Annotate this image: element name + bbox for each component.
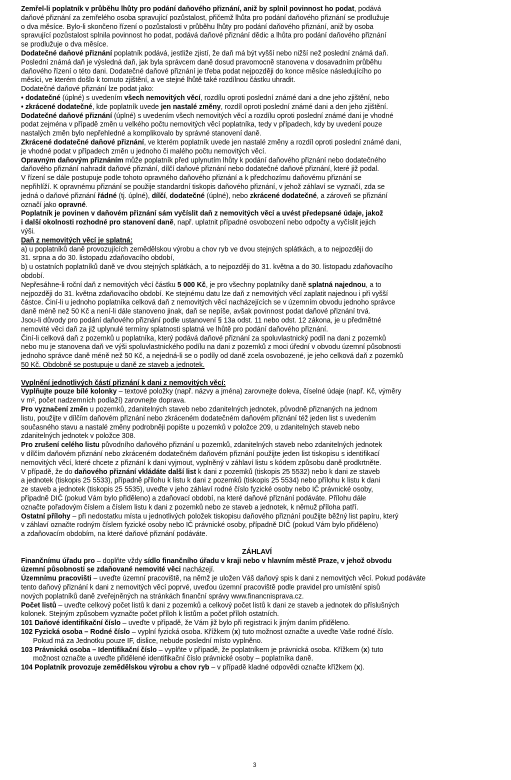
- bold-text: Opravným daňovým přiznáním: [21, 157, 124, 165]
- bold-text: i další okolnosti rozhodné pro stanovení daně: [21, 219, 174, 227]
- text-segment: nepřihlíží. K opravnému přiznání se použije standardní tiskopis daňového přiznání, v jehož záhlaví se vyznačí, zda se: [21, 184, 385, 191]
- text-segment: možnost označte a uveďte přidělené identifikační číslo právnické osoby – poplatníka daně.: [33, 655, 314, 663]
- bold-text: ZÁHLAVÍ: [242, 548, 272, 556]
- text-segment: nebo mu je stanovena daň ve výši spoluvlastnického podílu na dani z pozemků z moci úřední v obvodu územní působnosti: [21, 344, 401, 352]
- bold-text: Vyplňujte pouze bílé kolonky: [21, 388, 117, 396]
- text-line: [21, 15, 389, 22]
- text-segment: – uveďte celkový počet listů k dani z pozemků a celkový počet listů k dani ze staveb a jednotek do příslušných: [56, 602, 400, 610]
- text-line: [21, 407, 377, 414]
- text-segment: se prodlužuje o dva měsíce.: [21, 41, 109, 49]
- text-segment: daně méně než 50 Kč a není-li dále stanoveno jinak, daň se nepíše, avšak povinnost podat daňové přiznání trvá.: [21, 308, 371, 316]
- text-segment: , podává: [354, 6, 382, 13]
- text-segment: v dílčím daňovém přiznání nebo zkráceném dodatečném daňovém přiznání použijte jeden list tiskopisu s identifikací: [21, 451, 380, 458]
- text-segment: , a zároveň se přiznání: [316, 192, 388, 200]
- bold-text: Počet listů: [21, 602, 57, 610]
- text-line: [21, 620, 350, 627]
- text-line: [21, 255, 174, 262]
- text-line: [21, 513, 398, 520]
- bold-text: 104 Poplatník provozuje zemědělskou výrobu a chov ryb: [21, 664, 210, 672]
- bold-text: sídlo finančního úřadu v kraji nebo v hlavním městě Praze, v jehož obvodu: [143, 557, 392, 565]
- text-segment: případně DIČ (pokud Vám bylo přiděleno) a zdaňovací období, na které daňové přiznání podáváte. Přílohu dále: [21, 495, 367, 503]
- text-segment: a zdaňovacím obdobím, na které daňové přiznání podáváte.: [21, 531, 208, 539]
- text-segment: Činí-li celková daň z pozemků u poplatníka, který podává daňové přiznání za spoluvlastnický podíl na dani z pozemků: [21, 335, 386, 343]
- text-line: [21, 300, 395, 307]
- text-line: [21, 451, 380, 458]
- text-segment: , např. uplatnit případné osvobození nebo odpočty a vyčíslit jejich: [173, 219, 376, 227]
- text-segment: ,: [165, 192, 170, 200]
- bold-text: Pro vyznačení změn: [21, 406, 88, 414]
- text-line: [21, 442, 382, 449]
- text-segment: , a to: [365, 281, 382, 289]
- bold-text: x: [363, 646, 368, 654]
- text-segment: – textové položky (např. názvy a jména) zarovnejte doleva, číselné údaje (např. Kč, výměry: [116, 388, 402, 396]
- text-segment: nemovité věci daň za již uplynulé termíny splatnosti splatná ve lhůtě pro podání daňového přiznání.: [21, 326, 329, 334]
- text-line: [21, 522, 378, 529]
- text-segment: v m², počet nadzemních podlaží) zarovnejte doprava.: [21, 397, 186, 405]
- text-segment: Pokud má za Jednotku pouze IF, dislice, nebude poslední místo vyplněno.: [33, 637, 263, 645]
- text-segment: – vyplňte v případě, že poplatníkem je právnická osoba. Křížkem (: [156, 646, 364, 654]
- text-line: [21, 237, 133, 244]
- text-line: [21, 353, 403, 360]
- text-line: [21, 282, 381, 289]
- text-segment: listu, použijte v dílčím daňovém přiznání nebo zkráceném dodatečném daňovém přiznání též jeden list s uvedením: [21, 415, 376, 423]
- text-line: [21, 51, 388, 58]
- text-segment: , ve kterém poplatník uvede jen nastalé změny a rozdíl oproti poslední známé dani,: [143, 139, 402, 147]
- text-line: [21, 593, 304, 600]
- text-segment: může poplatník před uplynutím lhůty k podání daňového přiznání nebo dodatečného: [123, 157, 386, 165]
- bold-text: zkrácené dodatečné: [25, 103, 93, 111]
- bold-text: Zemřel-li poplatník v průběhu lhůty pro podání daňového přiznání, aniž by splnil povinnost ho podat: [21, 6, 355, 13]
- text-line: [21, 148, 266, 155]
- text-segment: (úplné), nebo: [204, 192, 250, 200]
- text-line: [21, 59, 382, 66]
- text-segment: daňového řízení o této dani. Dodatečné daňové přiznání je třeba podat nejpozději do konce měsíce následujícího po: [21, 68, 382, 76]
- text-line: [21, 665, 365, 672]
- text-line: [21, 496, 366, 503]
- text-segment: , kde poplatník uvede: [92, 103, 161, 111]
- text-segment: tento daňový přiznání k dani z nemovitých věcí poprvé, uveďou územní pracoviště podle pravidel pro umístění spisů: [21, 584, 381, 592]
- bold-text: všech nemovitých věcí: [124, 95, 201, 102]
- bold-text: územní působnosti se zdaňované nemovité věci: [21, 566, 181, 574]
- text-segment: (úplné) s uvedením všech nemovitých věcí a rozdílu oproti poslední známé dani je vhodné: [112, 112, 394, 120]
- text-segment: – uveďte územní pracoviště, na němž je uložen Váš daňový spis k dani z nemovitých věcí. Pokud podáváte: [91, 575, 426, 583]
- text-segment: nacházejí.: [180, 566, 215, 574]
- text-line: [21, 647, 383, 654]
- text-line: [21, 68, 381, 75]
- text-line: [21, 131, 261, 138]
- text-segment: – při nedostatku místa u jednotlivých položek tiskopisu daňového přiznání použijte běžný list papíru, který: [70, 513, 399, 521]
- text-segment: 31. srpna a do 30. listopadu zdaňovacího období,: [21, 255, 175, 263]
- text-line: [21, 326, 328, 333]
- bold-text: dodatečné: [25, 95, 61, 102]
- text-segment: měsíci, ve kterém došlo k tomuto zjištění, a ve stejné lhůtě také rozdílnou částku uhradit.: [21, 77, 296, 85]
- bold-text: jen nastalé změny: [160, 103, 221, 111]
- text-segment: V řízení se dále postupuje podle tohoto opravného daňového přiznání a k předchozímu daňovému přiznání se: [21, 175, 362, 183]
- text-segment: Poslední známá daň je výsledná daň, jak byla správcem daně dosud pravomocně stanovena v dosavadním průběhu: [21, 59, 382, 67]
- bold-text: 5 000 Kč: [177, 281, 206, 289]
- bold-text: Dodatečné daňové přiznání: [21, 50, 113, 58]
- text-segment: .: [85, 201, 88, 209]
- bold-text: Poplatník je povinen v daňovém přiznání sám vyčíslit daň z nemovitých věcí a uvést předepsané údaje, jakož: [21, 210, 384, 218]
- text-line: [21, 335, 386, 342]
- text-line: [21, 318, 381, 325]
- bold-text: dílčí: [151, 192, 166, 200]
- text-segment: daňové přiznání za zemřelého osoba spravující pozůstalost, přičemž lhůta pro podání daňového přiznání se prodlužuje: [21, 14, 390, 22]
- text-line: [21, 6, 381, 13]
- text-segment: a) u poplatníků daně provozujících zemědělskou výrobu a chov ryb ve dvou stejných splátkách, a to nejpozději do: [21, 246, 373, 254]
- text-line: [21, 487, 373, 494]
- text-line: [21, 95, 389, 102]
- text-line: [21, 264, 393, 271]
- text-line: [21, 469, 380, 476]
- text-line: [21, 478, 380, 485]
- page-number: 3: [253, 763, 257, 769]
- text-segment: 50 Kč. Obdobně se postupuje u daně ze staveb a jednotek.: [21, 362, 205, 369]
- text-segment: zdanitelných jednotek v položce 308.: [21, 433, 136, 441]
- text-line: [21, 86, 154, 93]
- text-line: [21, 24, 374, 31]
- text-line: [21, 33, 386, 40]
- bold-text: Územnímu pracovišti: [21, 575, 92, 583]
- text-line: [21, 629, 394, 636]
- text-segment: spravující pozůstalost splnila povinnost ho podat, podává daňové přiznání dědic a lhůta pro podání daňového přiznání: [21, 32, 387, 40]
- text-line: [21, 424, 360, 431]
- bold-text: x: [234, 629, 239, 636]
- text-line: [21, 202, 88, 209]
- text-segment: jedná o daňové přiznání: [21, 192, 98, 200]
- text-segment: Nepřesáhne-li roční daň z nemovitých věcí částku: [21, 281, 178, 289]
- text-segment: nemovitých věcí, které chcete z přiznání k dani vyjmout, vyplněný v záhlaví listu s kódem způsobu daně prodkrtněte.: [21, 459, 382, 467]
- text-line: [21, 415, 376, 422]
- text-segment: označí jako: [21, 201, 59, 209]
- text-line: [21, 398, 186, 405]
- bold-text: daňového přiznání vkládáte další list: [74, 468, 197, 476]
- text-line: [21, 77, 295, 84]
- text-segment: a jednotek (tiskopis 25 5533), případně přílohu k listu k dani z pozemků (tiskopis 25 5534) nebo přílohu k listu k dani: [21, 477, 381, 485]
- bold-text: dodatečné: [169, 192, 205, 200]
- text-line: [21, 380, 226, 387]
- text-line: [21, 104, 388, 111]
- text-line: [21, 585, 380, 592]
- text-segment: Dodatečné daňové přiznání lze podat jako:: [21, 86, 154, 94]
- text-line: [21, 220, 376, 227]
- text-line: [21, 531, 207, 538]
- text-segment: •: [21, 95, 26, 102]
- text-segment: ze staveb a jednotek (tiskopis 25 5535), uveďte v jeho záhlaví rodné číslo fyzické osoby nebo IČ právnické osoby,: [21, 486, 374, 494]
- text-segment: , rozdílu oproti poslední známé dani a dne jeho zjištění, nebo: [200, 95, 390, 102]
- bold-text: Zkrácené dodatečné daňové přiznání: [21, 139, 144, 147]
- bold-text: 102 Fyzická osoba – Rodné číslo: [21, 629, 130, 636]
- text-line: [21, 166, 379, 173]
- text-segment: podat zejména v případě změn u velkého počtu nemovitých věcí poplatníka, tedy v případech, kdy by uvedení pouze: [21, 121, 383, 129]
- text-segment: – v případě kladné odpovědi označte křížkem (: [209, 664, 357, 672]
- bold-text: Finančnímu úřadu pro: [21, 557, 95, 565]
- text-line: [21, 611, 279, 618]
- text-line: [21, 193, 388, 200]
- text-segment: je vhodné podat v případech změn u jednoho či malého počtu nemovitých věcí.: [21, 148, 267, 156]
- text-segment: v záhlaví označte rodným číslem fyzické osoby nebo IČ právnické osoby, případně DIČ (pokud Vám bylo přiděleno): [21, 522, 379, 530]
- text-line: [242, 549, 272, 556]
- text-line: [21, 576, 426, 583]
- bold-text: Dodatečné daňové přiznání: [21, 112, 113, 120]
- text-line: [21, 157, 386, 164]
- text-line: [21, 273, 44, 280]
- text-segment: u pozemků, zdanitelných staveb nebo zdanitelných jednotek, původně přiznaných na jednom: [87, 406, 378, 414]
- text-line: [21, 460, 381, 467]
- text-line: [21, 558, 392, 565]
- text-line: [21, 504, 358, 511]
- bold-text: zkrácené dodatečné: [249, 192, 317, 200]
- text-segment: o dva měsíce. Bylo-li skončeno řízení o pozůstalosti v průběhu lhůty pro podání daňového přiznání, aniž by osoba: [21, 23, 374, 31]
- text-line: [33, 656, 313, 663]
- text-line: [21, 229, 35, 236]
- text-segment: daňového přiznání nahradit daňové přiznání, dílčí daňové přiznání nebo dodatečné daňové přiznání, které již podal.: [21, 166, 380, 174]
- text-segment: – uveďte v případě, že Vám již bylo při registraci k jiným daním přiděleno.: [120, 620, 350, 628]
- text-segment: ) tuto: [367, 646, 384, 654]
- text-line: [21, 567, 215, 574]
- bold-text: Pro zrušení celého listu: [21, 442, 100, 450]
- text-segment: nejpozději do 31. května zdaňovacího období. Ke stejnému datu lze daň z nemovitých věcí zaplatit najednou i při vyšší: [21, 290, 388, 298]
- text-segment: výši.: [21, 228, 35, 236]
- text-segment: k dani z pozemků (tiskopis 25 5532) nebo k dani ze staveb: [196, 468, 380, 476]
- text-segment: (úplné) s uvedením: [60, 95, 125, 102]
- text-line: [21, 184, 385, 191]
- bold-text: splatná najednou: [308, 281, 366, 289]
- text-segment: období.: [21, 273, 45, 280]
- text-segment: , rozdíl oproti poslední známé dani a den jeho zjištění.: [220, 103, 389, 111]
- bold-text: řádné: [97, 192, 117, 200]
- text-line: [21, 433, 135, 440]
- bold-text: Vyplnění jednotlivých částí přiznání k dani z nemovitých věcí:: [21, 379, 226, 387]
- bold-text: 103 Právnická osoba – Identifikační číslo: [21, 646, 157, 654]
- text-line: [21, 175, 362, 182]
- text-segment: jednoho správce daně méně než 50 Kč, a nejedná-li se o podíly od daně zcela osvobozené, je jeho celková daň z pozemků: [21, 353, 404, 361]
- text-segment: označte pořadovým číslem a číslem listu k dani z pozemků nebo ze staveb a jednotek, k němuž příloha patří.: [21, 504, 359, 512]
- text-segment: Jsou-li důvody pro podání daňového přiznání podle ustanovení § 13a odst. 11 nebo odst. 12 zákona, je u předmětné: [21, 317, 382, 325]
- text-segment: – vyplní fyzická osoba. Křížkem (: [129, 629, 235, 636]
- text-segment: původního daňového přiznání u pozemků, zdanitelných staveb nebo zdanitelných jednotek: [99, 442, 383, 450]
- text-line: [21, 291, 388, 298]
- text-segment: V případě, že do: [21, 468, 75, 476]
- text-line: [21, 602, 399, 609]
- text-line: [21, 113, 393, 120]
- text-line: [21, 122, 382, 129]
- text-line: [21, 42, 108, 49]
- text-line: [33, 638, 263, 645]
- text-line: [21, 389, 401, 396]
- text-line: [21, 362, 205, 369]
- text-segment: současného stavu a nastalé změny podrobněji popište u pozemků v položce 209, u zdanitelných staveb nebo: [21, 424, 360, 432]
- text-segment: ) tuto možnost označte a uveďte Vaše rodné číslo.: [238, 629, 394, 636]
- text-line: [21, 344, 401, 351]
- text-line: [21, 140, 401, 147]
- text-segment: b) u ostatních poplatníků daně ve dvou stejných splátkách, a to nejpozději do 31. května a do 30. listopadu zdaňovacího: [21, 264, 393, 272]
- text-segment: – doplňte vždy: [94, 557, 144, 565]
- bold-text: Ostatní přílohy: [21, 513, 71, 521]
- text-segment: •: [21, 103, 26, 111]
- text-segment: (tj. úplné),: [116, 192, 152, 200]
- text-segment: poplatník podává, jestliže zjistí, že daň má být vyšší nebo nižší než poslední známá daň.: [112, 50, 389, 58]
- text-line: [21, 211, 383, 218]
- bold-text: Daň z nemovitých věcí je splatná:: [21, 237, 133, 245]
- text-segment: kolonek. Stejným způsobem vyznačte počet příloh k listům a počet příloh ostatních.: [21, 611, 279, 619]
- text-segment: ).: [360, 664, 365, 672]
- text-line: [21, 246, 373, 253]
- text-segment: částce. Činí-li u jednoho poplatníka celková daň z nemovitých věcí nacházejících se v územním obvodu jednoho správce: [21, 299, 396, 307]
- text-segment: nových poplatníků daně zveřejněných na stránkách finanční správy www.financnisprava.cz.: [21, 593, 304, 601]
- text-line: [21, 309, 370, 316]
- text-segment: , je pro všechny poplatníky daně: [205, 281, 309, 289]
- bold-text: opravné: [58, 201, 86, 209]
- bold-text: x: [356, 664, 361, 672]
- text-segment: nastalých změn bylo nepřehledné a komplikovalo by správné stanovení daně.: [21, 130, 262, 138]
- bold-text: 101 Daňové identifikační číslo: [21, 620, 121, 628]
